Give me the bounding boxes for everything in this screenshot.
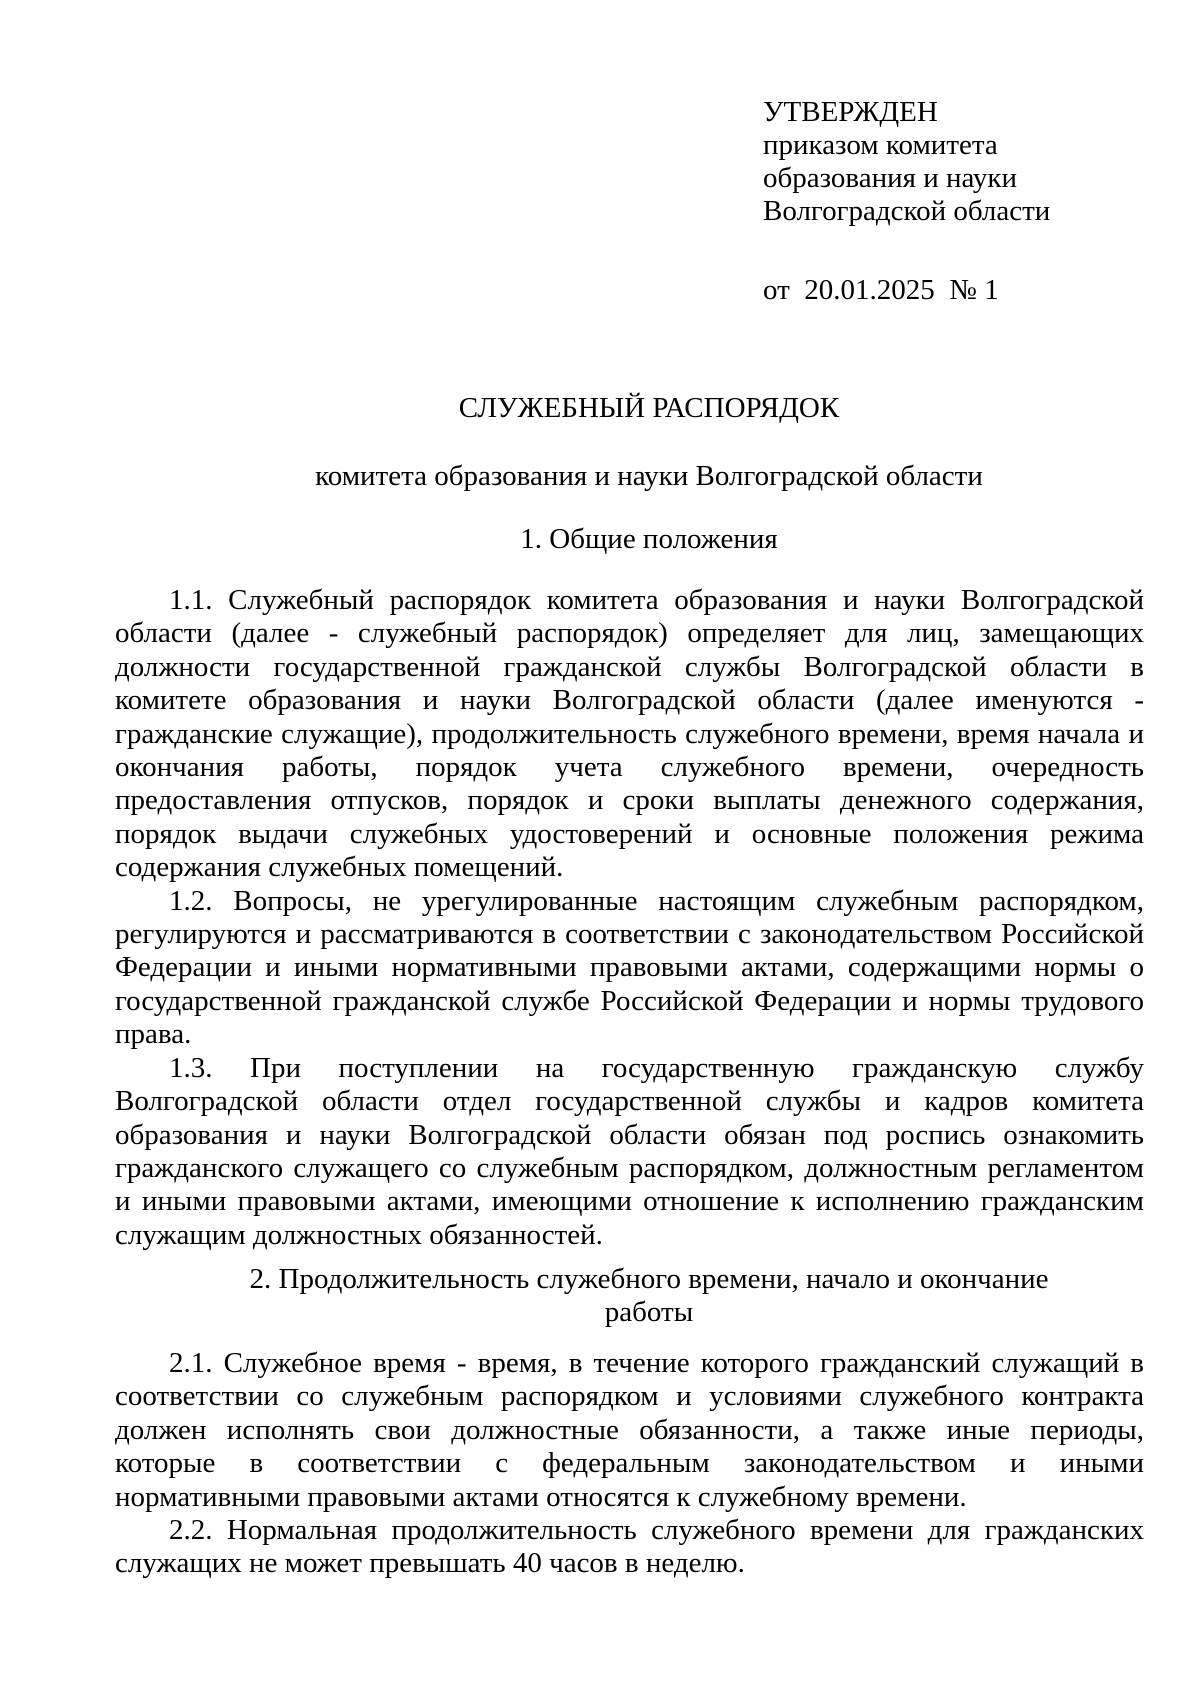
section-2-body xyxy=(115,1347,1144,1581)
paragraph-2-1: 2.1. Служебное время - время, в течение которого гражданский служащий в соответствии со служебным распорядком и условиями служебного контракта должен исполнять свои должностные обязанности, а также иные периоды, которые в соответствии с федеральным законодательством и иными нормативными правовыми актами относятся к служебному времени. xyxy=(115,1347,1144,1513)
document-subtitle: комитета образования и науки Волгоградской области xyxy=(315,460,983,492)
section-1-heading: 1. Общие положения xyxy=(520,523,778,555)
paragraph-1-2: 1.2. Вопросы, не урегулированные настоящим служебным распорядком, регулируются и рассматриваются в соответствии с законодательством Российской Федерации и иными нормативными правовыми актами, содержащими нормы о государственной гражданской службе Российской Федерации и нормы трудового права. xyxy=(115,884,1144,1051)
approval-line-1: УТВЕРЖДЕН xyxy=(763,96,938,128)
section-2-heading-line-1: 2. Продолжительность служебного времени, начало и окончание xyxy=(249,1263,1049,1295)
approval-line-3: образования и науки xyxy=(763,162,1018,194)
approval-line-4: Волгоградской области xyxy=(763,195,1051,227)
paragraph-1-1: 1.1. Служебный распорядок комитета образования и науки Волгоградской области (далее - служебный распорядок) определяет для лиц, замещающих должности государственной гражданской службы Волгоградской области в комитете образования и науки Волгоградской области (далее именуются - гражданские служащие), продолжительность служебного времени, время начала и окончания работы, порядок учета служебного времени, очередность предоставления отпусков, порядок и сроки выплаты денежного содержания, порядок выдачи служебных удостоверений и основные положения режима содержания служебных помещений. xyxy=(115,584,1144,884)
document-title: СЛУЖЕБНЫЙ РАСПОРЯДОК xyxy=(458,392,840,424)
section-2-heading-line-2: работы xyxy=(604,1296,694,1328)
approval-line-2: приказом комитета xyxy=(763,129,998,161)
paragraph-2-2: 2.2. Нормальная продолжительность служебного времени для гражданских служащих не может превышать 40 часов в неделю. xyxy=(115,1514,1144,1580)
section-1-body xyxy=(115,584,1144,1252)
section-2-heading xyxy=(115,1263,1183,1329)
approval-date-number: от 20.01.2025 № 1 xyxy=(763,274,999,306)
approval-stamp xyxy=(763,96,1163,307)
paragraph-1-3: 1.3. При поступлении на государственную гражданскую службу Волгоградской области отдел государственной службы и кадров комитета образования и науки Волгоградской области обязан под роспись ознакомить гражданского служащего со служебным распорядком, должностным регламентом и иными правовыми актами, имеющими отношение к исполнению гражданским служащим должностных обязанностей. xyxy=(115,1051,1144,1251)
